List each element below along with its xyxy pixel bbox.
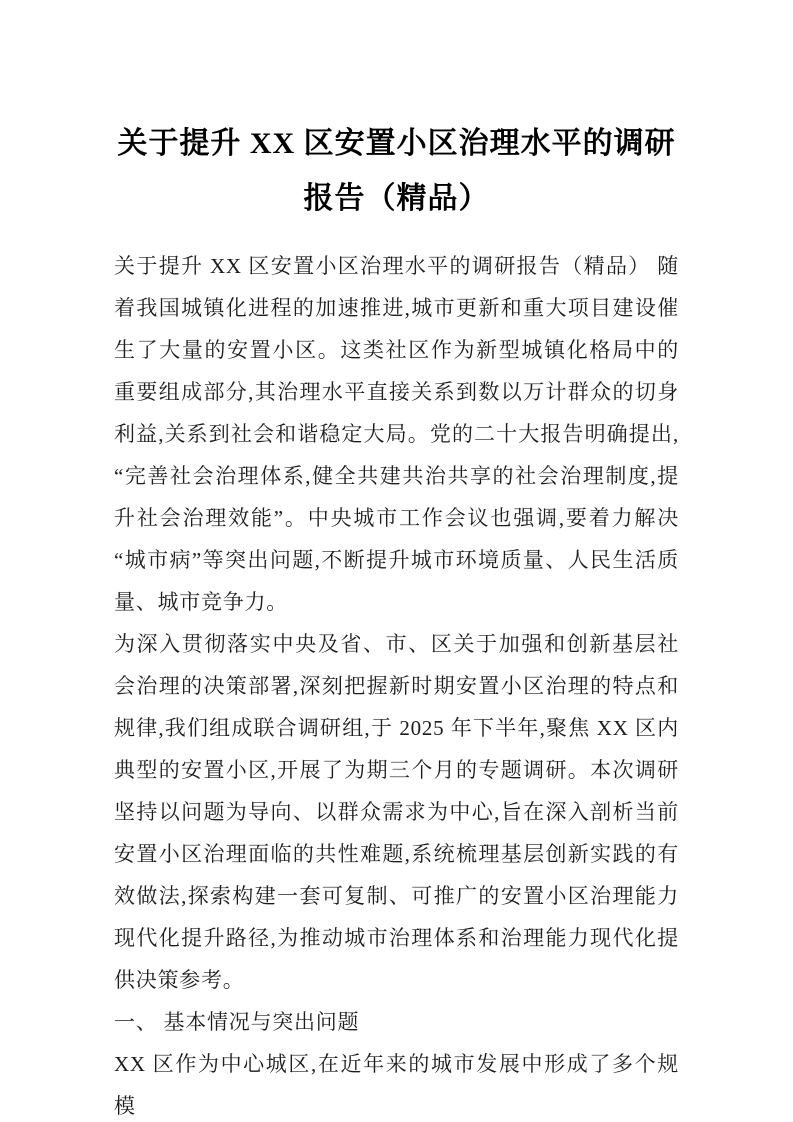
- section-heading-basic-situation: 一、 基本情况与突出问题: [114, 1010, 360, 1034]
- document-title: 关于提升 XX 区安置小区治理水平的调研报告（精品）: [117, 127, 676, 215]
- paragraph-policy-background: 关于提升 XX 区安置小区治理水平的调研报告（精品） 随着我国城镇化进程的加速推进,城市更新和重大项目建设催生了大量的安置小区。这类社区作为新型城镇化格局中的重要组成部分,其治理水平直接关系到数以万计群众的切身利益,关系到社会和谐稳定大局。党的二十大报告明确提出,“完善社会治理体系,健全共建共治共享的社会治理制度,提升社会治理效能”。中央城市工作会议也强调,要着力解决“城市病”等突出问题,不断提升城市环境质量、人民生活质量、城市竞争力。: [114, 254, 679, 614]
- paragraph-section1-intro: XX 区作为中心城区,在近年来的城市发展中形成了多个规模: [114, 1052, 679, 1118]
- document-body: [114, 245, 679, 1122]
- paragraph-survey-overview: 为深入贯彻落实中央及省、市、区关于加强和创新基层社会治理的决策部署,深刻把握新时期安置小区治理的特点和规律,我们组成联合调研组,于 2025 年下半年,聚焦 XX 区内典型的安置小区,开展了为期三个月的专题调研。本次调研坚持以问题为导向、以群众需求为中心,旨在深入剖析当前安置小区治理面临的共性难题,系统梳理基层创新实践的有效做法,探索构建一套可复制、可推广的安置小区治理能力现代化提升路径,为推动城市治理体系和治理能力现代化提供决策参考。: [114, 632, 679, 992]
